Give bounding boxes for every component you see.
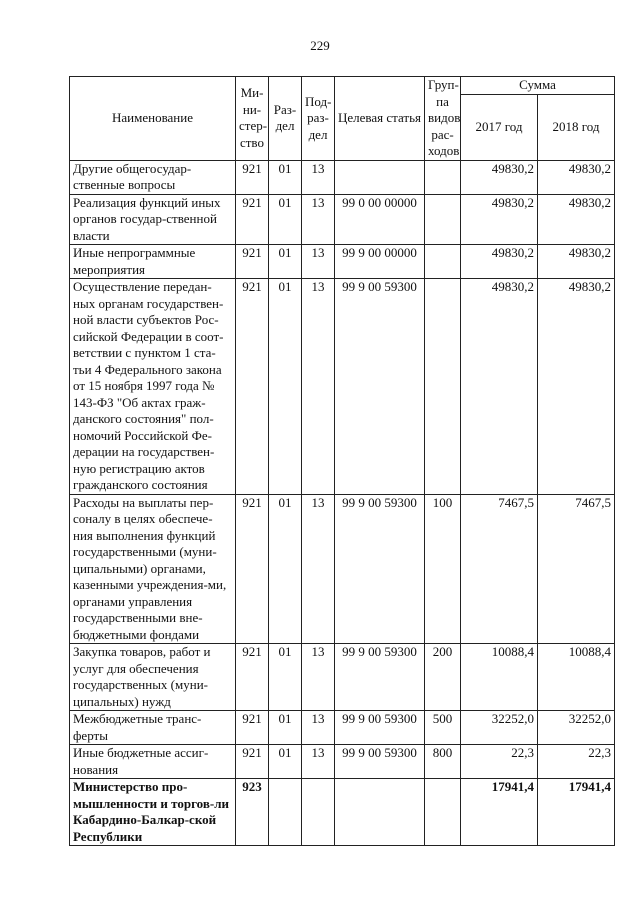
cell-y2017: 22,3	[461, 745, 538, 779]
header-target: Целевая статья	[335, 77, 425, 161]
cell-ministry: 923	[236, 779, 269, 846]
cell-ministry: 921	[236, 494, 269, 644]
table-row	[70, 711, 615, 745]
cell-y2018: 10088,4	[538, 644, 615, 711]
cell-name: Реализация функций иных органов государ-ственной власти	[70, 194, 236, 245]
cell-section: 01	[269, 745, 302, 779]
cell-name: Другие общегосудар-ственные вопросы	[70, 160, 236, 194]
cell-ministry: 921	[236, 711, 269, 745]
cell-group: 500	[425, 711, 461, 745]
cell-target: 99 9 00 00000	[335, 245, 425, 279]
cell-group: 100	[425, 494, 461, 644]
cell-ministry: 921	[236, 245, 269, 279]
cell-section	[269, 779, 302, 846]
cell-target	[335, 160, 425, 194]
table-row	[70, 160, 615, 194]
table-row	[70, 245, 615, 279]
cell-y2017: 10088,4	[461, 644, 538, 711]
table-row	[70, 279, 615, 495]
cell-section: 01	[269, 494, 302, 644]
table-row	[70, 644, 615, 711]
cell-subsection: 13	[302, 711, 335, 745]
cell-group: 200	[425, 644, 461, 711]
cell-ministry: 921	[236, 160, 269, 194]
cell-group: 800	[425, 745, 461, 779]
cell-name: Закупка товаров, работ и услуг для обеспечения государственных (муни-ципальных) нужд	[70, 644, 236, 711]
table-row	[70, 494, 615, 644]
cell-target: 99 9 00 59300	[335, 279, 425, 495]
cell-subsection: 13	[302, 279, 335, 495]
cell-y2018: 49830,2	[538, 279, 615, 495]
cell-subsection: 13	[302, 194, 335, 245]
cell-y2018: 49830,2	[538, 160, 615, 194]
cell-name: Иные бюджетные ассиг-нования	[70, 745, 236, 779]
header-2018: 2018 год	[538, 94, 615, 160]
header-name: Наименование	[70, 77, 236, 161]
cell-y2018: 49830,2	[538, 245, 615, 279]
header-ministry: Ми-ни-стер-ство	[236, 77, 269, 161]
cell-group	[425, 194, 461, 245]
header-group: Груп-па видов рас-ходов	[425, 77, 461, 161]
cell-target: 99 0 00 00000	[335, 194, 425, 245]
table-body	[70, 160, 615, 846]
cell-group	[425, 779, 461, 846]
cell-ministry: 921	[236, 644, 269, 711]
cell-ministry: 921	[236, 279, 269, 495]
cell-y2017: 49830,2	[461, 245, 538, 279]
cell-y2018: 17941,4	[538, 779, 615, 846]
cell-group	[425, 279, 461, 495]
cell-y2018: 7467,5	[538, 494, 615, 644]
cell-section: 01	[269, 279, 302, 495]
cell-target: 99 9 00 59300	[335, 745, 425, 779]
cell-section: 01	[269, 160, 302, 194]
cell-y2017: 49830,2	[461, 279, 538, 495]
cell-y2017: 32252,0	[461, 711, 538, 745]
cell-section: 01	[269, 644, 302, 711]
header-section: Раз-дел	[269, 77, 302, 161]
cell-group	[425, 245, 461, 279]
table-row	[70, 779, 615, 846]
cell-ministry: 921	[236, 194, 269, 245]
cell-y2017: 49830,2	[461, 160, 538, 194]
header-2017: 2017 год	[461, 94, 538, 160]
cell-y2017: 7467,5	[461, 494, 538, 644]
cell-section: 01	[269, 245, 302, 279]
cell-subsection: 13	[302, 494, 335, 644]
header-subsection: Под-раз-дел	[302, 77, 335, 161]
cell-name: Осуществление передан-ных органам государствен-ной власти субъектов Рос-сийской Федерации в соот-ветствии с пунктом 1 ста-тьи 4 Федерального закона от 15 ноября 1997 года № 143-ФЗ "Об актах граж-данского состояния" пол-номочий Российской Фе-дерации на государствен-ную регистрацию актов гражданского состояния	[70, 279, 236, 495]
cell-name: Межбюджетные транс-ферты	[70, 711, 236, 745]
cell-group	[425, 160, 461, 194]
cell-name: Министерство про-мышленности и торгов-ли Кабардино-Балкар-ской Республики	[70, 779, 236, 846]
cell-y2018: 49830,2	[538, 194, 615, 245]
cell-section: 01	[269, 711, 302, 745]
cell-y2017: 17941,4	[461, 779, 538, 846]
budget-table	[69, 76, 615, 846]
cell-y2018: 32252,0	[538, 711, 615, 745]
cell-y2017: 49830,2	[461, 194, 538, 245]
cell-target: 99 9 00 59300	[335, 644, 425, 711]
table-row	[70, 745, 615, 779]
cell-name: Расходы на выплаты пер-соналу в целях обеспече-ния выполнения функций государственными (муни-ципальными) органами, казенными учреждения-ми, органами управления государственными вне-бюджетными фондами	[70, 494, 236, 644]
cell-subsection: 13	[302, 245, 335, 279]
cell-section: 01	[269, 194, 302, 245]
cell-target: 99 9 00 59300	[335, 494, 425, 644]
cell-target: 99 9 00 59300	[335, 711, 425, 745]
cell-target	[335, 779, 425, 846]
table-row	[70, 194, 615, 245]
cell-subsection: 13	[302, 644, 335, 711]
cell-name: Иные непрограммные мероприятия	[70, 245, 236, 279]
page-number: 229	[310, 38, 330, 53]
cell-subsection: 13	[302, 745, 335, 779]
cell-subsection	[302, 779, 335, 846]
cell-subsection: 13	[302, 160, 335, 194]
cell-y2018: 22,3	[538, 745, 615, 779]
cell-ministry: 921	[236, 745, 269, 779]
header-sum: Сумма	[461, 77, 615, 95]
